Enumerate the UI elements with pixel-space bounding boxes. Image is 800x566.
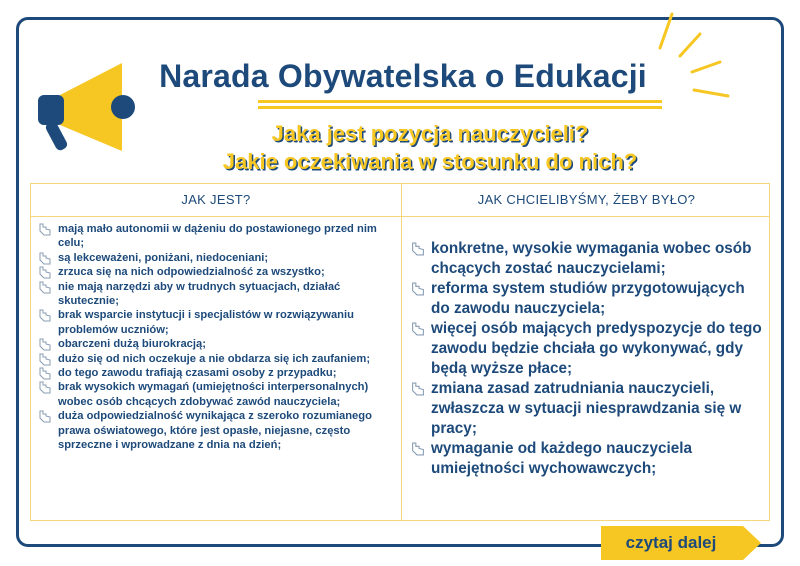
hand-pointer-icon <box>410 282 426 296</box>
title-underline <box>258 106 662 109</box>
list-item: nie mają narzędzi aby w trudnych sytuacjach, działać skutecznie; <box>37 280 397 309</box>
list-item: więcej osób mających predyspozycje do tego zawodu będzie chciała go wykonywać, gdy będą wyższe płace; <box>409 319 765 379</box>
hand-pointer-icon <box>410 242 426 256</box>
hand-pointer-icon <box>38 410 52 423</box>
hand-pointer-icon <box>410 442 426 456</box>
list-item: do tego zawodu trafiają czasami osoby z przypadku; <box>37 366 397 380</box>
megaphone-icon <box>30 55 140 165</box>
right-column-header: JAK CHCIELIBYŚMY, ŻEBY BYŁO? <box>477 192 696 207</box>
hand-pointer-icon <box>38 266 52 279</box>
list-item: są lekceważeni, poniżani, niedoceniani; <box>37 251 397 265</box>
current-state-list <box>37 222 397 453</box>
list-item: zrzuca się na nich odpowiedzialność za wszystko; <box>37 265 397 279</box>
list-item: dużo się od nich oczekuje a nie obdarza się ich zaufaniem; <box>37 352 397 366</box>
list-item: mają mało autonomii w dążeniu do postawionego przed nim celu; <box>37 222 397 251</box>
list-item: wymaganie od każdego nauczyciela umiejętności wychowawczych; <box>409 439 765 479</box>
list-item: duża odpowiedzialność wynikająca z szeroko rozumianego prawa oświatowego, które jest opasłe, niejasne, często sprzeczne i wprowadzane z dnia na dzień; <box>37 409 397 452</box>
hand-pointer-icon <box>410 322 426 336</box>
read-more-button[interactable] <box>601 526 761 560</box>
list-item: reforma system studiów przygotowujących do zawodu nauczyciela; <box>409 279 765 319</box>
hand-pointer-icon <box>38 252 52 265</box>
column-divider <box>401 184 402 520</box>
list-item: obarczeni dużą biurokracją; <box>37 337 397 351</box>
subtitle-line-1: Jaka jest pozycja nauczycieli? <box>271 121 589 146</box>
hand-pointer-icon <box>38 338 52 351</box>
hand-pointer-icon <box>410 382 426 396</box>
page-title: Narada Obywatelska o Edukacji <box>159 58 647 94</box>
subtitle-line-2: Jakie oczekiwania w stosunku do nich? <box>222 149 638 174</box>
title-underline <box>258 100 662 103</box>
hand-pointer-icon <box>38 381 52 394</box>
rays-icon <box>650 0 760 115</box>
header-divider <box>31 216 769 217</box>
hand-pointer-icon <box>38 367 52 380</box>
hand-pointer-icon <box>38 281 52 294</box>
read-more-label[interactable]: czytaj dalej <box>625 533 717 552</box>
left-column-header: JAK JEST? <box>181 192 251 207</box>
hand-pointer-icon <box>38 223 52 236</box>
desired-state-list <box>409 239 765 479</box>
list-item: brak wysokich wymagań (umiejętności interpersonalnych) wobec osób chcących zdobywać zawód nauczyciela; <box>37 380 397 409</box>
list-item: brak wsparcie instytucji i specjalistów w rozwiązywaniu problemów uczniów; <box>37 308 397 337</box>
list-item: zmiana zasad zatrudniania nauczycieli, zwłaszcza w sytuacji niesprawdzania się w pracy; <box>409 379 765 439</box>
hand-pointer-icon <box>38 353 52 366</box>
list-item: konkretne, wysokie wymagania wobec osób chcących zostać nauczycielami; <box>409 239 765 279</box>
hand-pointer-icon <box>38 309 52 322</box>
comparison-table <box>30 183 770 521</box>
